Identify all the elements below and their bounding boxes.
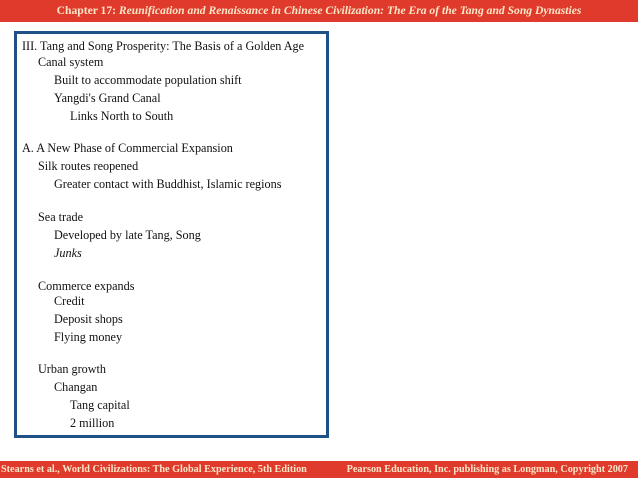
outline-item-junks: Junks xyxy=(54,246,82,260)
outline-item-capital: Tang capital xyxy=(70,398,130,412)
outline-item-canal-built: Built to accommodate population shift xyxy=(54,73,242,87)
chapter-label: Chapter 17: xyxy=(56,4,117,17)
chapter-title: Reunification and Renaissance in Chinese Civilization: The Era of the Tang and Song Dynasties xyxy=(118,4,582,17)
outline-item-changan: Changan xyxy=(54,380,98,394)
outline-item-urban: Urban growth xyxy=(38,362,107,376)
outline-item-developed: Developed by late Tang, Song xyxy=(54,228,201,242)
subsection-heading: A. A New Phase of Commercial Expansion xyxy=(22,141,233,155)
outline-item-grand-canal: Yangdi's Grand Canal xyxy=(54,91,161,105)
footer-citation: Stearns et al., World Civilizations: The Global Experience, 5th Edition xyxy=(1,464,307,475)
footer-bar xyxy=(0,461,638,478)
outline-item-canal-system: Canal system xyxy=(38,55,104,69)
outline-item-million: 2 million xyxy=(70,416,115,430)
outline-item-silk-routes: Silk routes reopened xyxy=(38,159,139,173)
outline-item-contact: Greater contact with Buddhist, Islamic regions xyxy=(54,177,282,191)
footer-copyright: Pearson Education, Inc. publishing as Longman, Copyright 2007 xyxy=(346,464,628,475)
outline-item-links: Links North to South xyxy=(70,109,174,123)
section-heading: III. Tang and Song Prosperity: The Basis of a Golden Age xyxy=(22,39,305,53)
outline-item-flying-money: Flying money xyxy=(54,330,123,344)
chapter-header xyxy=(0,0,638,22)
outline-item-credit: Credit xyxy=(54,294,85,308)
outline-item-sea-trade: Sea trade xyxy=(38,210,84,224)
outline-item-commerce: Commerce expands xyxy=(38,279,135,293)
outline-item-deposit: Deposit shops xyxy=(54,312,123,326)
